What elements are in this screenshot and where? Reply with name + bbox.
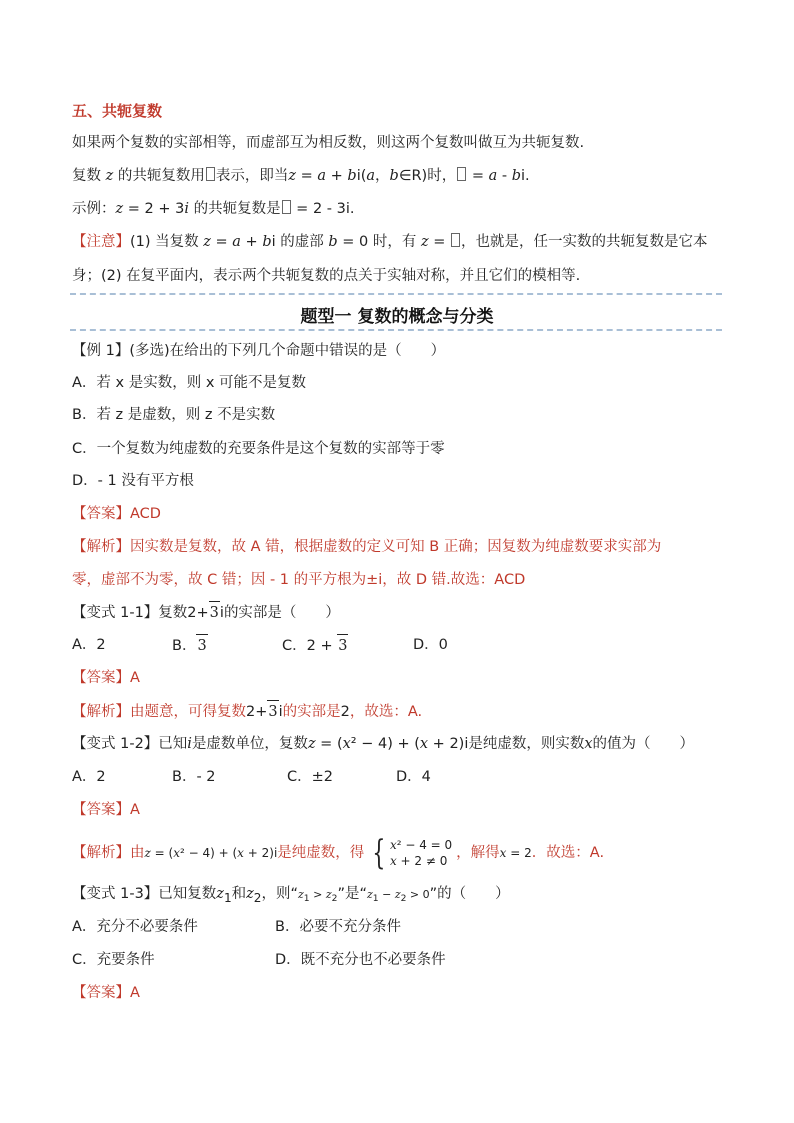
zbar-symbol (206, 167, 215, 181)
definition-text: 如果两个复数的实部相等，而虚部互为相反数，则这两个复数叫做互为共轭复数. (72, 135, 585, 151)
example1-analysis-1: 【解析】因实数是复数，故 A 错，根据虚数的定义可知 B 正确；因复数为纯虚数要求实部为 (72, 539, 662, 555)
example-line: 示例：z = 2 + 3i 的共轭复数是 = 2 - 3i. (72, 201, 355, 217)
variant11-option-a: A．2 (72, 637, 106, 653)
variant11-answer: 【答案】A (72, 670, 140, 686)
example1-option-b: B．若 z 是虚数，则 z 不是实数 (72, 407, 276, 423)
variant11-option-d: D．0 (413, 637, 448, 653)
note-line-1: 【注意】(1) 当复数 z = a + bi 的虚部 b = 0 时，有 z = ，也就是，任一实数的共轭复数是它本 (72, 234, 708, 250)
example1-question: 【例 1】(多选)在给出的下列几个命题中错误的是（ ） (72, 343, 446, 359)
variant12-option-a: A．2 (72, 769, 106, 785)
variant12-analysis: 【解析】由z = (x² − 4) + (x + 2)i是纯虚数，得 { x² − 4 = 0 x + 2 ≠ 0 ，解得x = 2．故选：A. (72, 833, 605, 873)
dashed-divider-bottom (70, 329, 722, 331)
example1-option-c: C．一个复数为纯虚数的充要条件是这个复数的实部等于零 (72, 441, 445, 457)
dashed-divider-top (70, 293, 722, 295)
section-heading: 五、共轭复数 (72, 102, 163, 120)
variant12-option-b: B．- 2 (172, 769, 216, 785)
variant13-option-a: A．充分不必要条件 (72, 919, 198, 935)
variant12-answer: 【答案】A (72, 802, 140, 818)
notation-line: 复数 z 的共轭复数用 表示，即当z = a + bi(a，b∈R)时， = a - bi. (72, 168, 530, 184)
variant13-answer: 【答案】A (72, 985, 140, 1001)
variant13-option-d: D．既不充分也不必要条件 (275, 952, 446, 968)
note-line-2: 身；(2) 在复平面内，表示两个共轭复数的点关于实轴对称，并且它们的模相等. (72, 268, 581, 284)
type-heading: 题型一 复数的概念与分类 (300, 307, 494, 327)
variant11-option-c: C．2 + 3 (282, 634, 348, 657)
variant11-option-b: B．3 (172, 634, 208, 657)
example1-analysis-2: 零，虚部不为零，故 C 错；因 - 1 的平方根为±i，故 D 错.故选：ACD (72, 572, 526, 588)
variant11-question: 【变式 1-1】复数2+3i的实部是（ ） (72, 601, 340, 624)
example1-option-d: D．- 1 没有平方根 (72, 473, 194, 489)
variant13-option-c: C．充要条件 (72, 952, 155, 968)
example1-option-a: A．若 x 是实数，则 x 可能不是复数 (72, 375, 307, 391)
variant12-question: 【变式 1-2】已知i是虚数单位，复数z = (x² − 4) + (x + 2)i是纯虚数，则实数x的值为（ ） (72, 736, 695, 752)
variant12-option-d: D．4 (396, 769, 431, 785)
example1-answer: 【答案】ACD (72, 506, 161, 522)
equation-system: { x² − 4 = 0 x + 2 ≠ 0 (372, 833, 453, 873)
variant13-question: 【变式 1-3】已知复数$z_1$和$z_2$，则“$z_1 > z_2$”是“$z_1 - z_2 > 0$”的（ ） (72, 886, 510, 905)
variant11-analysis: 【解析】由题意，可得复数2+3i的实部是2，故选：A. (72, 700, 422, 723)
variant13-option-b: B．必要不充分条件 (275, 919, 401, 935)
variant12-option-c: C．±2 (287, 769, 333, 785)
